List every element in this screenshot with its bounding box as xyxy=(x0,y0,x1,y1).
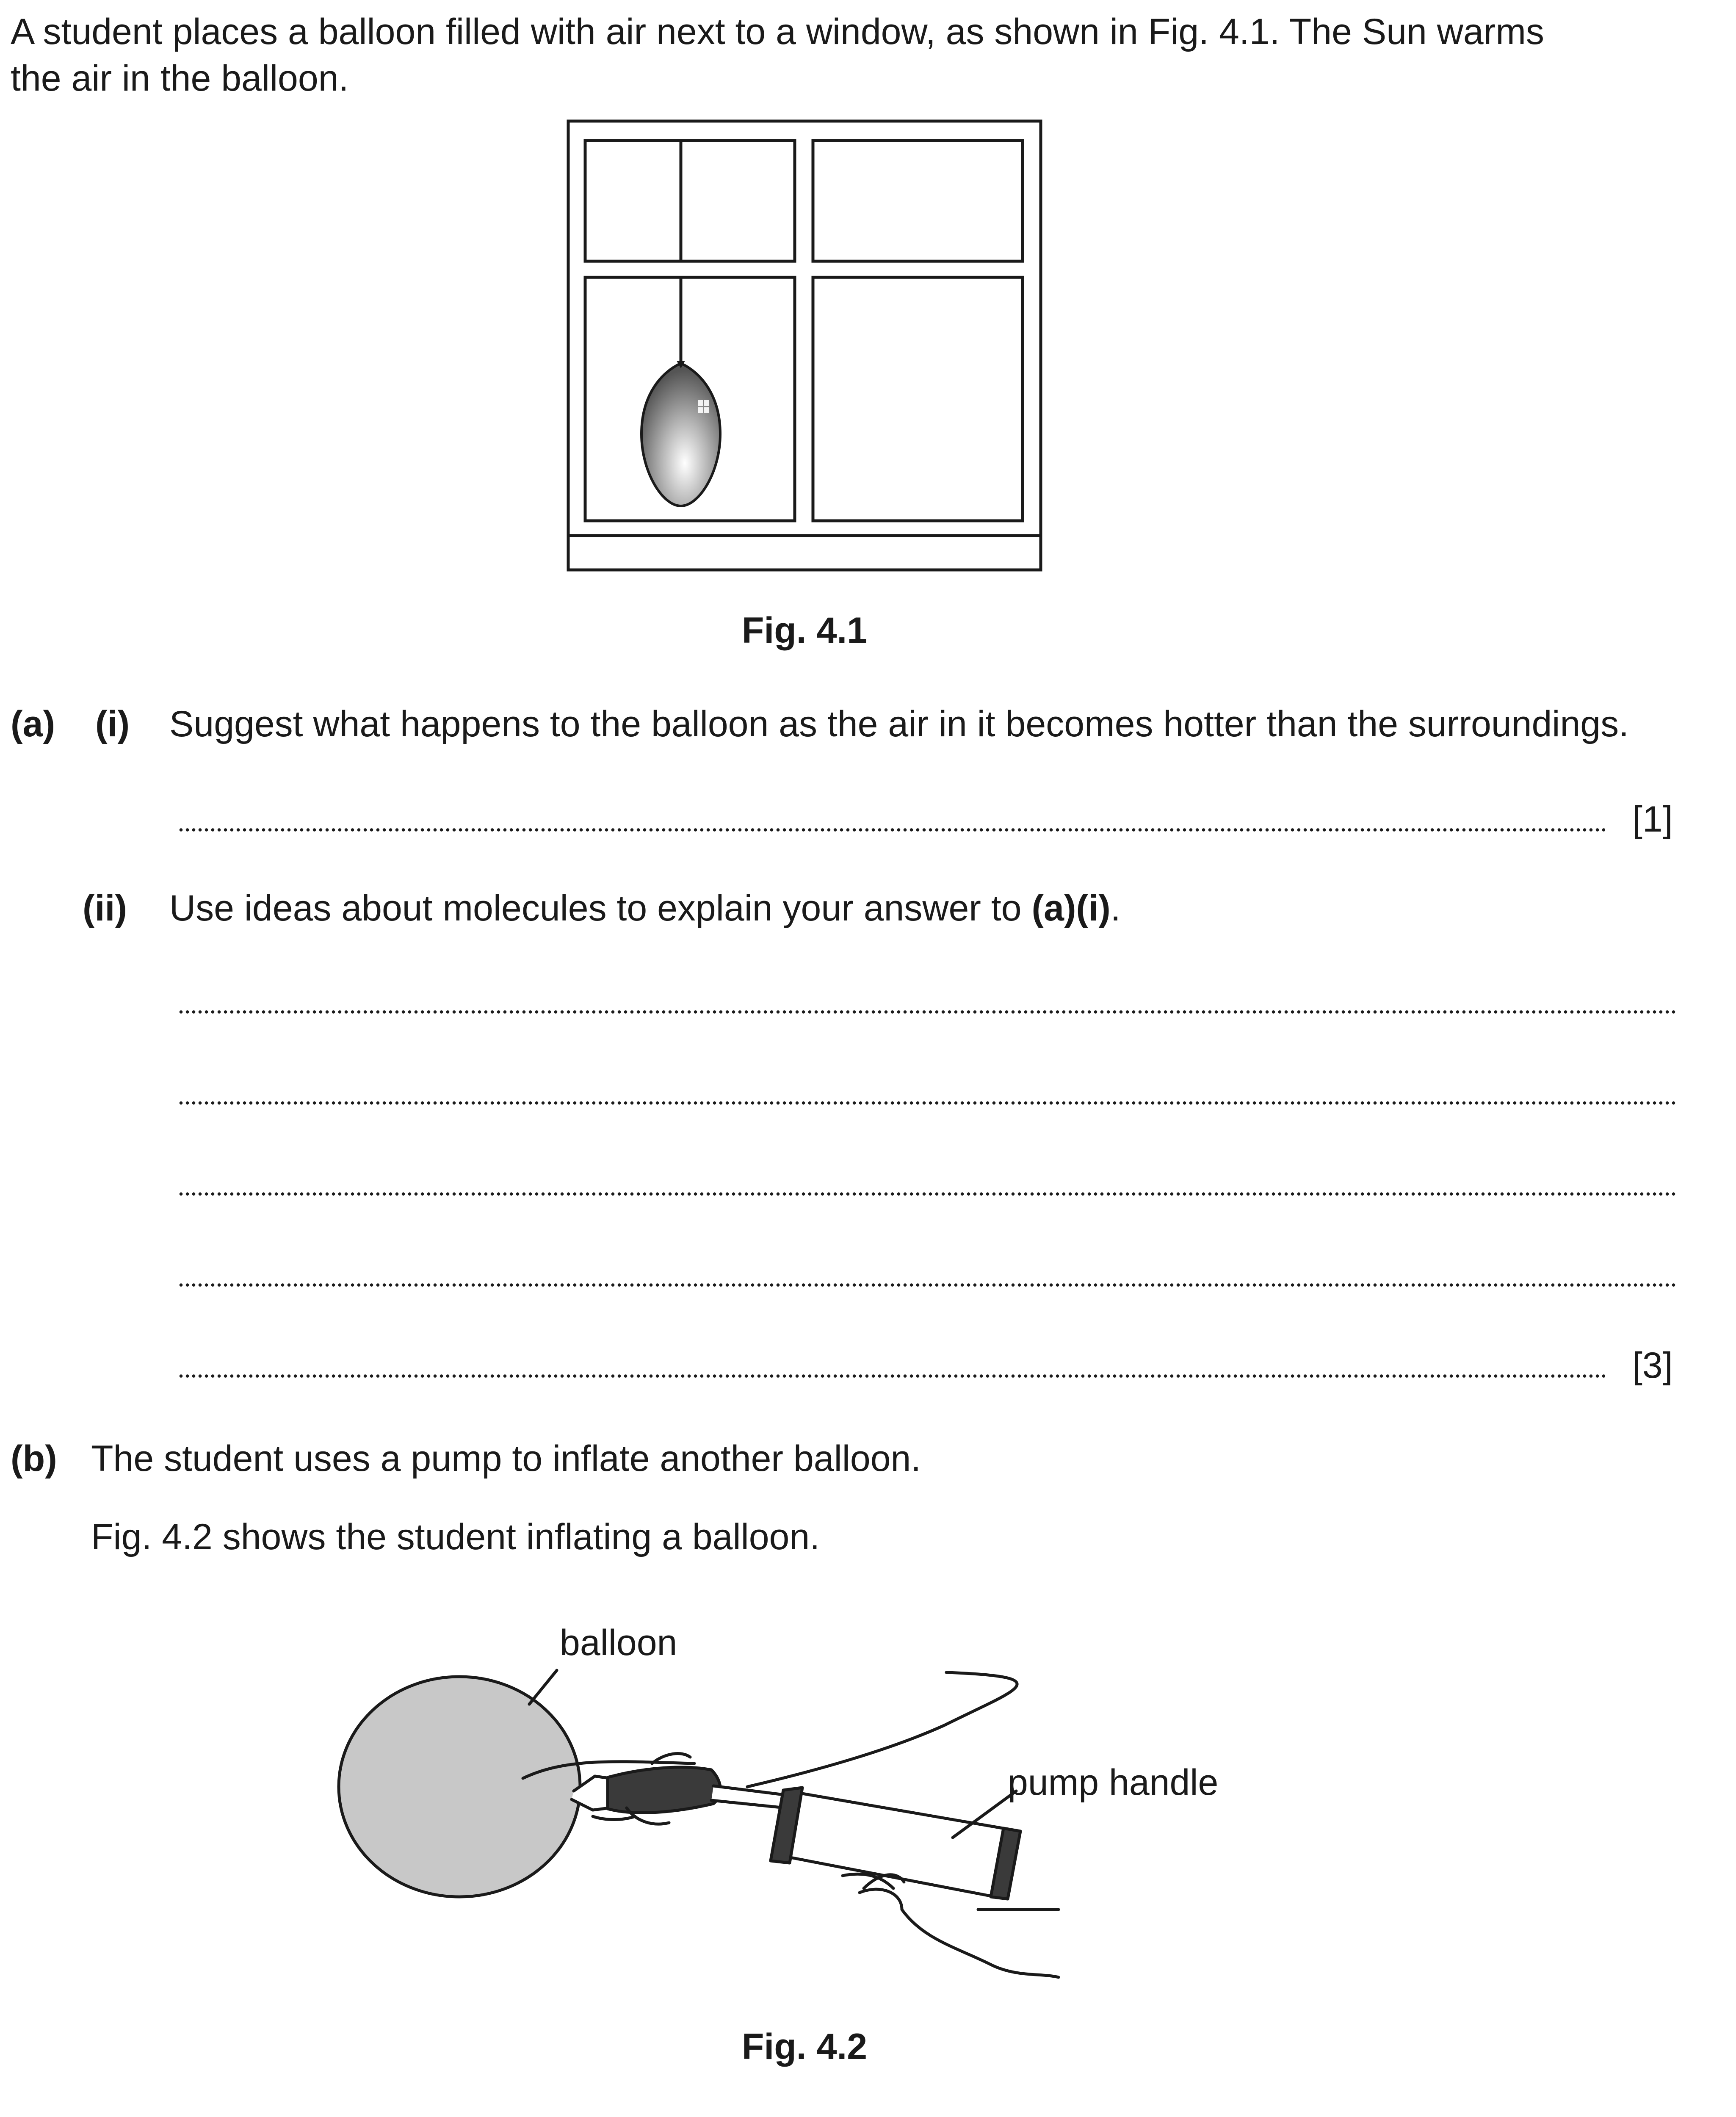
part-a-i-question: Suggest what happens to the balloon as the air in it becomes hotter than the surroundings. xyxy=(169,704,1629,744)
answer-line[interactable] xyxy=(178,1374,1605,1378)
balloon-shape xyxy=(339,1677,580,1897)
answer-line[interactable] xyxy=(178,1192,1677,1196)
intro-line-2: the air in the balloon. xyxy=(11,58,349,99)
part-a-ii-question xyxy=(169,885,1121,931)
label-pump-handle: pump handle xyxy=(1008,1762,1219,1803)
part-a-label: (a) xyxy=(11,704,55,744)
mark-allocation: [1] xyxy=(1632,799,1673,840)
part-b-label: (b) xyxy=(11,1438,57,1479)
question-text: Use ideas about molecules to explain your answer to xyxy=(169,888,1032,929)
question-end: . xyxy=(1110,888,1121,929)
answer-line[interactable] xyxy=(178,828,1605,832)
label-balloon: balloon xyxy=(560,1622,677,1663)
part-a-ii-label: (ii) xyxy=(83,888,127,929)
fig-4-2-caption: Fig. 4.2 xyxy=(741,2026,868,2067)
fig-4-2-pump-illustration xyxy=(330,1617,1296,1998)
answer-line[interactable] xyxy=(178,1283,1677,1287)
hanging-balloon xyxy=(641,363,720,506)
intro-line-1: A student places a balloon filled with air next to a window, as shown in Fig. 4.1. The Sun warms xyxy=(11,11,1544,52)
part-b-line-1: The student uses a pump to inflate another balloon. xyxy=(91,1438,921,1479)
fig-4-1-window-illustration xyxy=(563,119,1046,576)
force-statement xyxy=(91,2115,1581,2117)
mark-allocation: [3] xyxy=(1632,1345,1673,1386)
answer-line[interactable] xyxy=(178,1010,1677,1014)
part-b-line-2: Fig. 4.2 shows the student inflating a balloon. xyxy=(91,1517,820,1557)
answer-line[interactable] xyxy=(178,1101,1677,1105)
part-a-i-label: (i) xyxy=(95,704,130,744)
fig-4-1-caption: Fig. 4.1 xyxy=(741,610,868,651)
question-reference: (a)(i) xyxy=(1031,888,1111,929)
